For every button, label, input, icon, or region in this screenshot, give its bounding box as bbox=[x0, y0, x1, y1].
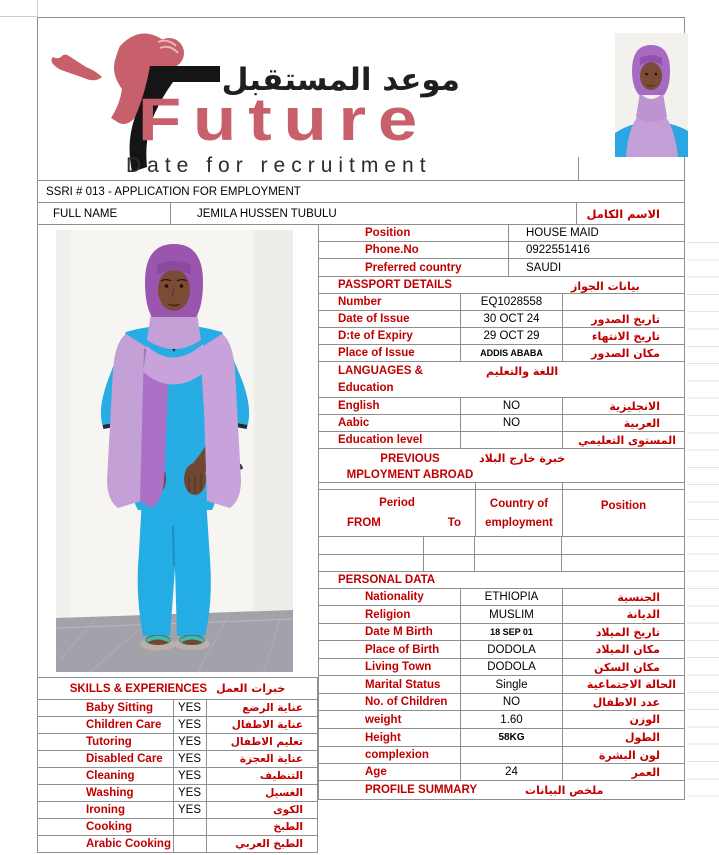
table-row-children bbox=[319, 694, 684, 711]
skill-label: Cleaning bbox=[86, 770, 135, 782]
table-row-phone bbox=[319, 242, 684, 259]
table-row-place-of-issue bbox=[319, 345, 684, 362]
field-label: Date of Issue bbox=[338, 313, 410, 325]
skill-label: Arabic Cooking bbox=[86, 838, 171, 850]
full-name-label: FULL NAME bbox=[53, 207, 118, 220]
field-label-arabic: مكان الميلاد bbox=[595, 643, 660, 656]
field-value: SAUDI bbox=[508, 259, 684, 276]
section-title-arabic: خبرة خارج البلاد bbox=[479, 452, 566, 465]
table-row-date-of-expiry bbox=[319, 328, 684, 345]
applicant-photo-cell bbox=[37, 225, 318, 677]
field-label: Date M Birth bbox=[365, 626, 433, 638]
header-logo-cell bbox=[37, 17, 685, 181]
field-label-arabic: الانجليزية bbox=[609, 399, 660, 413]
field-value: NO bbox=[460, 415, 562, 431]
table-row-weight bbox=[319, 711, 684, 729]
employment-row-empty bbox=[319, 555, 684, 572]
section-title-line1: PREVIOUS bbox=[380, 453, 440, 465]
skill-value: YES bbox=[173, 751, 206, 767]
field-label-arabic: الديانة bbox=[626, 608, 660, 621]
table-row-place-of-birth bbox=[319, 641, 684, 659]
logo-arabic-text: موعد المستقبل bbox=[221, 62, 460, 98]
field-value: NO bbox=[460, 398, 562, 414]
skill-label: Washing bbox=[86, 787, 134, 799]
skill-value: YES bbox=[173, 717, 206, 733]
field-value: 29 OCT 29 bbox=[460, 328, 562, 344]
table-row-date-of-issue bbox=[319, 311, 684, 328]
field-value: DODOLA bbox=[460, 641, 562, 658]
field-label: Phone.No bbox=[365, 244, 419, 256]
skill-row-disabled-care bbox=[38, 751, 317, 768]
column-header-country-line2: employment bbox=[485, 517, 553, 529]
skill-row-cooking bbox=[38, 819, 317, 836]
table-row-age bbox=[319, 764, 684, 781]
skill-row-washing bbox=[38, 785, 317, 802]
field-label: Marital Status bbox=[365, 678, 441, 691]
skill-value: YES bbox=[173, 700, 206, 716]
logo-tagline-text: Date for recruitment bbox=[126, 154, 432, 177]
logo-brand-text: Future bbox=[138, 86, 430, 153]
field-label: complexion bbox=[365, 749, 429, 761]
field-value: HOUSE MAID bbox=[508, 225, 684, 241]
skill-value: YES bbox=[173, 768, 206, 784]
field-label: Age bbox=[365, 766, 387, 778]
field-label: Number bbox=[338, 296, 382, 308]
skill-label-arabic: الطبخ العربي bbox=[206, 836, 317, 852]
field-label-arabic: تاريخ الميلاد bbox=[595, 625, 660, 639]
cell-position bbox=[561, 555, 684, 571]
employment-table-header bbox=[319, 490, 684, 537]
full-name-value: JEMILA HUSSEN TUBULU bbox=[170, 203, 577, 224]
section-title-arabic: خبرات العمل bbox=[216, 682, 286, 695]
field-value: ETHIOPIA bbox=[460, 589, 562, 605]
field-value: 30 OCT 24 bbox=[460, 311, 562, 327]
field-label: Education level bbox=[338, 434, 423, 446]
form-title-row bbox=[37, 181, 685, 203]
section-title-line2: Education bbox=[338, 382, 394, 394]
skill-value: YES bbox=[173, 802, 206, 818]
skill-label: Baby Sitting bbox=[86, 702, 154, 714]
section-title-arabic: بيانات الجواز bbox=[571, 280, 640, 293]
skill-value bbox=[173, 819, 206, 835]
field-value: 18 SEP 01 bbox=[460, 624, 562, 640]
section-title-arabic: ملخص البيانات bbox=[525, 783, 604, 797]
skill-label-arabic: التنظيف bbox=[206, 768, 317, 784]
skill-label: Tutoring bbox=[86, 736, 132, 748]
table-row-date-of-birth bbox=[319, 624, 684, 641]
spacer-row bbox=[319, 483, 684, 490]
passport-photo bbox=[615, 33, 688, 157]
field-value: MUSLIM bbox=[460, 606, 562, 623]
field-label: Aabic bbox=[338, 417, 370, 429]
skill-label-arabic: الطبخ bbox=[206, 819, 317, 835]
section-header-skills bbox=[38, 678, 317, 700]
margin-gridline-vertical bbox=[37, 0, 38, 17]
field-value: 58KG bbox=[460, 729, 562, 746]
cell-country bbox=[474, 537, 561, 554]
field-value: NO bbox=[460, 694, 562, 710]
field-value bbox=[460, 432, 562, 448]
field-label-arabic: المستوى التعليمي bbox=[578, 433, 676, 447]
column-header-period: Period bbox=[379, 497, 415, 509]
field-label: D:te of Expiry bbox=[338, 330, 413, 342]
column-header-from: FROM bbox=[347, 517, 381, 529]
employment-row-empty bbox=[319, 537, 684, 555]
field-label: No. of Children bbox=[365, 696, 448, 708]
cell-from bbox=[319, 555, 423, 571]
field-label-arabic: مكان السكن bbox=[594, 660, 660, 674]
column-header-position: Position bbox=[562, 490, 684, 536]
skill-row-ironing bbox=[38, 802, 317, 819]
skill-label-arabic: عناية الاطفال bbox=[206, 717, 317, 733]
table-row-preferred-country bbox=[319, 259, 684, 277]
field-label: Religion bbox=[365, 608, 411, 621]
field-label: weight bbox=[365, 713, 402, 726]
field-label-arabic: العربية bbox=[623, 416, 660, 430]
table-row-english bbox=[319, 398, 684, 415]
table-row-passport-number bbox=[319, 294, 684, 311]
section-title: PROFILE SUMMARY bbox=[365, 784, 478, 796]
field-value: DODOLA bbox=[460, 659, 562, 675]
field-value: EQ1028558 bbox=[460, 294, 562, 310]
field-value bbox=[460, 747, 562, 763]
applicant-full-photo bbox=[56, 230, 293, 672]
skill-row-children-care bbox=[38, 717, 317, 734]
field-value: 0922551416 bbox=[508, 242, 684, 258]
table-row-complexion bbox=[319, 747, 684, 764]
skill-label-arabic: الكوى bbox=[206, 802, 317, 818]
margin-gridline-horizontal bbox=[0, 16, 37, 17]
field-label-arabic: تاريخ الانتهاء bbox=[591, 329, 660, 343]
skill-label: Ironing bbox=[86, 804, 125, 816]
skill-value bbox=[173, 836, 206, 852]
skill-row-baby-sitting bbox=[38, 700, 317, 717]
skill-label-arabic: عناية الرضع bbox=[206, 700, 317, 716]
skills-table bbox=[37, 677, 318, 853]
field-label-arabic: تاريخ الصدور bbox=[591, 312, 660, 326]
section-header-personal-data bbox=[319, 572, 684, 589]
field-label: Preferred country bbox=[365, 261, 462, 274]
cell-to bbox=[423, 555, 474, 571]
skill-value: YES bbox=[173, 734, 206, 750]
table-row-education-level bbox=[319, 432, 684, 449]
full-name-row bbox=[37, 203, 685, 225]
skill-row-arabic-cooking bbox=[38, 836, 317, 853]
field-label: Place of Issue bbox=[338, 347, 415, 359]
skill-label: Cooking bbox=[86, 821, 132, 833]
column-header-country-line1: Country of bbox=[489, 498, 549, 510]
field-value: Single bbox=[460, 676, 562, 693]
form-title: SSRI # 013 - APPLICATION FOR EMPLOYMENT bbox=[46, 185, 301, 198]
field-label: Living Town bbox=[365, 661, 432, 673]
table-row-nationality bbox=[319, 589, 684, 606]
field-label-arabic: لون البشرة bbox=[598, 748, 660, 762]
field-label-arabic: العمر bbox=[631, 765, 660, 779]
field-label: Height bbox=[365, 731, 401, 744]
field-label-arabic: الجنسية bbox=[617, 590, 660, 604]
cell-to bbox=[423, 537, 474, 554]
section-title: PASSPORT DETAILS bbox=[338, 279, 452, 291]
cell-position bbox=[561, 537, 684, 554]
table-row-religion bbox=[319, 606, 684, 624]
cell-country bbox=[474, 555, 561, 571]
field-label-arabic: الحالة الاجتماعية bbox=[586, 678, 676, 691]
table-row-marital-status bbox=[319, 676, 684, 694]
table-row-arabic-language bbox=[319, 415, 684, 432]
skill-row-cleaning bbox=[38, 768, 317, 785]
table-row-living-town bbox=[319, 659, 684, 676]
section-title: SKILLS & EXPERIENCES bbox=[69, 682, 208, 695]
column-header-to: To bbox=[447, 517, 461, 529]
section-title-line1: LANGUAGES & bbox=[338, 365, 423, 377]
full-name-label-arabic: الاسم الكامل bbox=[586, 206, 660, 221]
section-title-arabic: اللغة والتعليم bbox=[486, 365, 559, 378]
field-label-arabic: مكان الصدور bbox=[591, 346, 660, 360]
section-title-line2: MPLOYMENT ABROAD bbox=[346, 469, 474, 481]
skill-label: Disabled Care bbox=[86, 753, 163, 765]
field-label: English bbox=[338, 400, 380, 412]
details-table bbox=[318, 225, 685, 800]
field-value: 1.60 bbox=[460, 711, 562, 728]
section-header-passport bbox=[319, 277, 684, 294]
section-header-profile-summary bbox=[319, 781, 684, 800]
field-label-arabic: الوزن bbox=[629, 713, 660, 726]
section-title: PERSONAL DATA bbox=[338, 574, 436, 586]
skill-row-tutoring bbox=[38, 734, 317, 751]
section-header-employment-abroad bbox=[319, 449, 684, 483]
field-label: Nationality bbox=[365, 591, 424, 603]
field-value: 24 bbox=[460, 764, 562, 780]
skill-label-arabic: الغسيل bbox=[206, 785, 317, 801]
field-label-arabic: الطول bbox=[624, 731, 660, 744]
skill-label-arabic: تعليم الاطفال bbox=[206, 734, 317, 750]
field-value: ADDIS ABABA bbox=[460, 345, 562, 361]
table-row-height bbox=[319, 729, 684, 747]
skill-label-arabic: عناية العجزة bbox=[206, 751, 317, 767]
skill-label: Children Care bbox=[86, 719, 162, 731]
field-label: Position bbox=[365, 227, 411, 239]
margin-gridlines bbox=[687, 242, 719, 802]
header-cell-divider bbox=[578, 157, 579, 181]
field-label: Place of Birth bbox=[365, 643, 440, 656]
section-header-languages bbox=[319, 362, 684, 398]
skill-value: YES bbox=[173, 785, 206, 801]
cell-from bbox=[319, 537, 423, 554]
table-row-position bbox=[319, 225, 684, 242]
field-label-arabic: عدد الاطفال bbox=[592, 695, 660, 709]
